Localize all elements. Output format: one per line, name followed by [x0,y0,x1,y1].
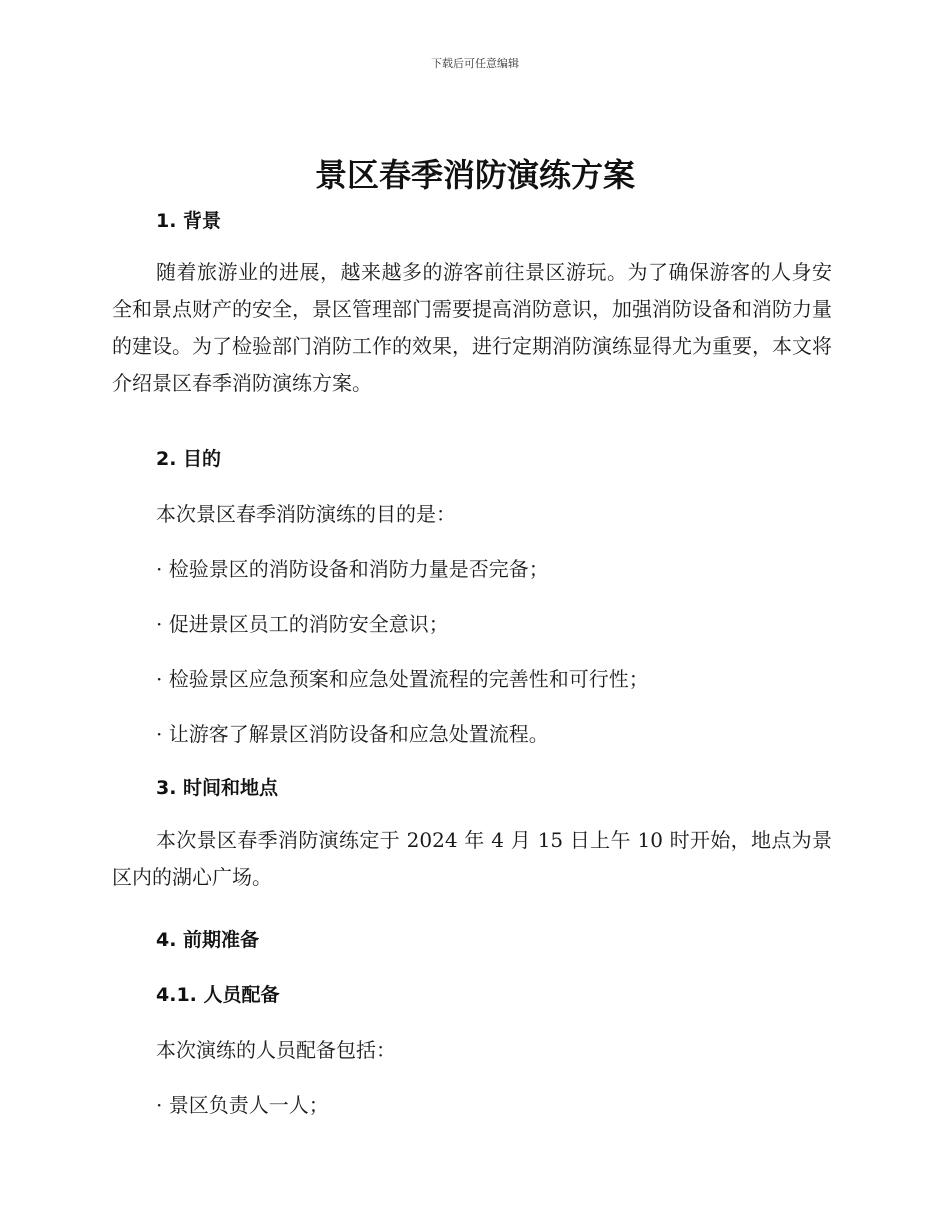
section-heading-background: 1. 背景 [156,210,222,232]
section-heading-preparation: 4. 前期准备 [156,929,260,951]
background-paragraph: 随着旅游业的进展，越来越多的游客前往景区游玩。为了确保游客的人身安全和景点财产的安全，景区管理部门需要提高消防意识，加强消防设备和消防力量的建设。为了检验部门消防工作的效果，进行定期消防演练显得尤为重要，本文将介绍景区春季消防演练方案。 [112,260,832,395]
header-note: 下载后可任意编辑 [431,57,519,70]
document-title: 景区春季消防演练方案 [314,156,635,194]
purpose-item: · 检验景区的消防设备和消防力量是否完备； [156,557,549,581]
section-heading-purpose: 2. 目的 [156,448,222,470]
staffing-item: · 景区负责人一人； [156,1093,329,1117]
staffing-intro: 本次演练的人员配备包括： [156,1038,396,1062]
subsection-heading-staffing: 4.1. 人员配备 [156,984,280,1006]
time-place-paragraph: 本次景区春季消防演练定于 2024 年 4 月 15 日上午 10 时开始，地点为景区内的湖心广场。 [112,828,832,889]
section-heading-time-place: 3. 时间和地点 [156,777,279,799]
purpose-item: · 让游客了解景区消防设备和应急处置流程。 [156,722,549,746]
purpose-intro: 本次景区春季消防演练的目的是： [156,502,456,526]
purpose-item: · 促进景区员工的消防安全意识； [156,612,449,636]
purpose-item: · 检验景区应急预案和应急处置流程的完善性和可行性； [156,667,649,691]
